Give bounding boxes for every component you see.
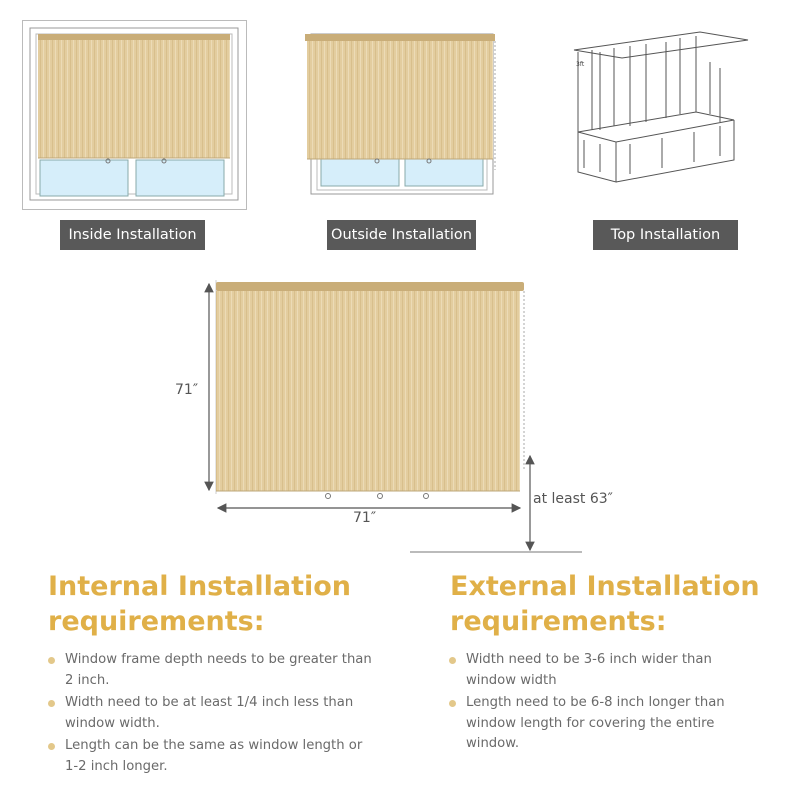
inside-installation-illustration bbox=[22, 20, 247, 210]
outside-installation-illustration bbox=[303, 20, 498, 195]
internal-heading-line2: requirements: bbox=[48, 606, 265, 637]
internal-requirements-heading bbox=[48, 569, 351, 639]
list-item: Width need to be at least 1/4 inch less than window width. bbox=[45, 693, 375, 734]
roller-shade bbox=[216, 291, 520, 491]
shade-dimension-diagram bbox=[180, 270, 600, 560]
list-item: Length need to be 6-8 inch longer than window length for covering the entire window. bbox=[446, 693, 756, 755]
roller-tube bbox=[216, 282, 524, 291]
outside-installation-label: Outside Installation bbox=[327, 220, 476, 250]
internal-requirements-list bbox=[45, 650, 375, 779]
list-item: Length can be the same as window length or 1-2 inch longer. bbox=[45, 736, 375, 777]
svg-text:3ft: 3ft bbox=[576, 61, 585, 68]
external-heading-line2: requirements: bbox=[450, 606, 667, 637]
external-requirements-heading bbox=[450, 569, 760, 639]
inside-installation-label: Inside Installation bbox=[60, 220, 205, 250]
list-item: Window frame depth needs to be greater than 2 inch. bbox=[45, 650, 375, 691]
external-heading-line1: External Installation bbox=[450, 571, 760, 602]
height-dimension-label: 71″ bbox=[175, 382, 199, 398]
external-requirements-list bbox=[446, 650, 756, 757]
top-installation-label: Top Installation bbox=[593, 220, 738, 250]
top-installation-illustration bbox=[570, 22, 750, 197]
internal-heading-line1: Internal Installation bbox=[48, 571, 352, 602]
width-dimension-label: 71″ bbox=[353, 510, 377, 526]
min-height-dimension-label: at least 63″ bbox=[533, 491, 613, 507]
list-item: Width need to be 3-6 inch wider than window width bbox=[446, 650, 756, 691]
